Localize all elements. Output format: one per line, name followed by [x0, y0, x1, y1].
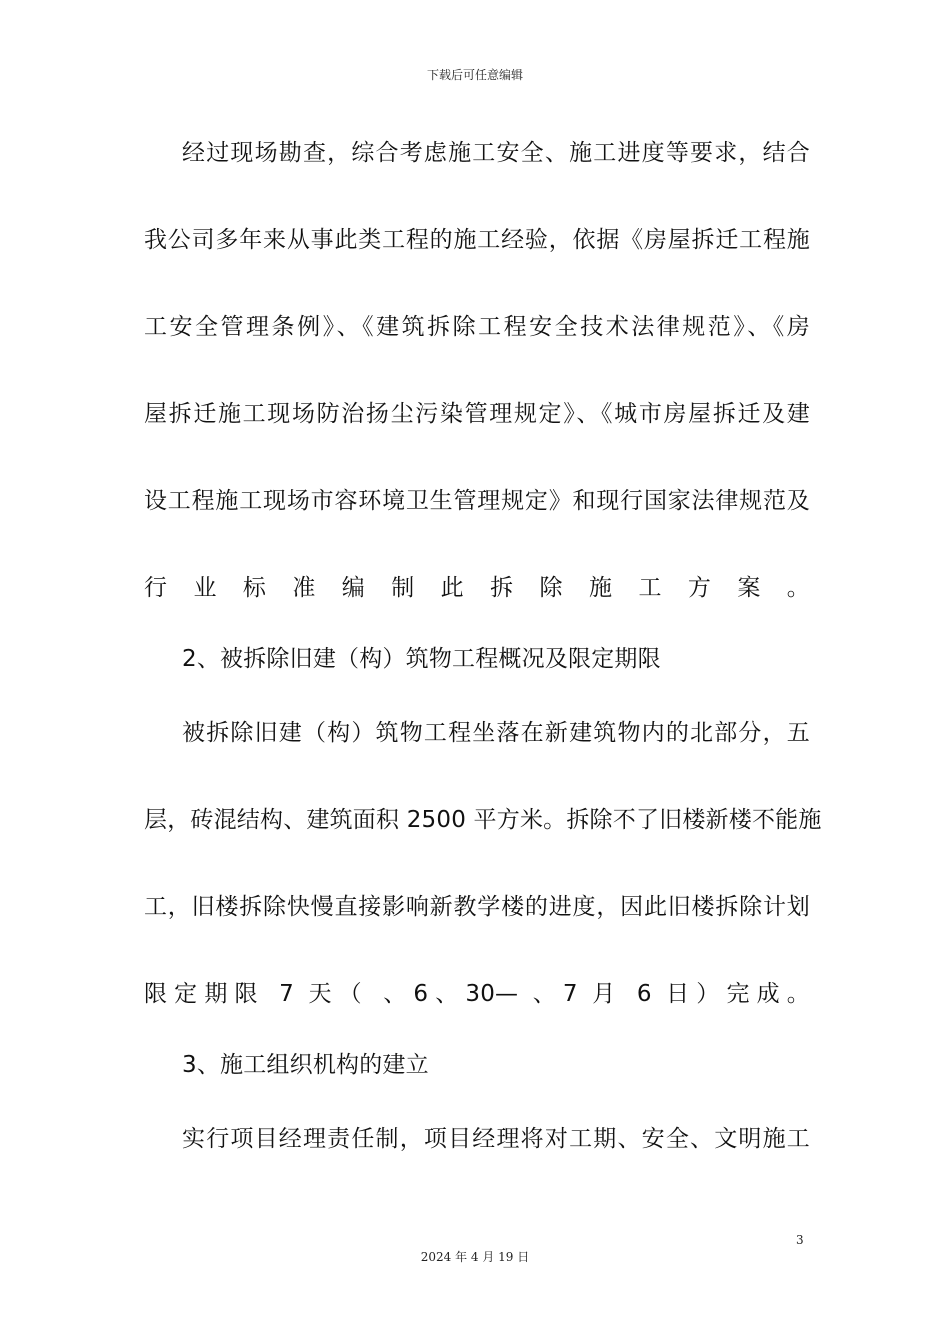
heading-text: 2、被拆除旧建（构）筑物工程概况及限定期限 [182, 646, 661, 672]
paragraph-line: 工安全管理条例》、《建筑拆除工程安全技术法律规范》、《房 [144, 314, 810, 340]
paragraph-line: 设工程施工现场市容环境卫生管理规定》和现行国家法律规范及 [144, 488, 810, 514]
paragraph-line: 屋拆迁施工现场防治扬尘污染管理规定》、《城市房屋拆迁及建 [144, 401, 810, 427]
paragraph-line: 我公司多年来从事此类工程的施工经验，依据《房屋拆迁工程施 [144, 227, 810, 253]
page-header: 下载后可任意编辑 [426, 68, 523, 82]
paragraph-line: 限定期限 7 天（ 、6、30— 、7 月 6 日）完成。 [144, 981, 810, 1007]
paragraph-line: 实行项目经理责任制，项目经理将对工期、安全、文明施工 [182, 1126, 810, 1152]
paragraph-line: 层，砖混结构、建筑面积 2500 平方米。拆除不了旧楼新楼不能施 [144, 807, 822, 833]
paragraph-line: 工，旧楼拆除快慢直接影响新教学楼的进度，因此旧楼拆除计划 [144, 894, 810, 920]
paragraph-2 [144, 690, 822, 1038]
paragraph-1 [144, 110, 810, 632]
paragraph-line: 行业标准编制此拆除施工方案。 [144, 575, 810, 601]
footer-date: 2024 年 4 月 19 日 [420, 1250, 530, 1264]
paragraph-line: 被拆除旧建（构）筑物工程坐落在新建筑物内的北部分，五 [182, 720, 810, 746]
paragraph-line: 经过现场勘查，综合考虑施工安全、施工进度等要求，结合 [182, 140, 810, 166]
page-number: 3 [796, 1233, 804, 1247]
paragraph-3 [144, 1096, 810, 1183]
heading-text: 3、施工组织机构的建立 [182, 1052, 429, 1078]
